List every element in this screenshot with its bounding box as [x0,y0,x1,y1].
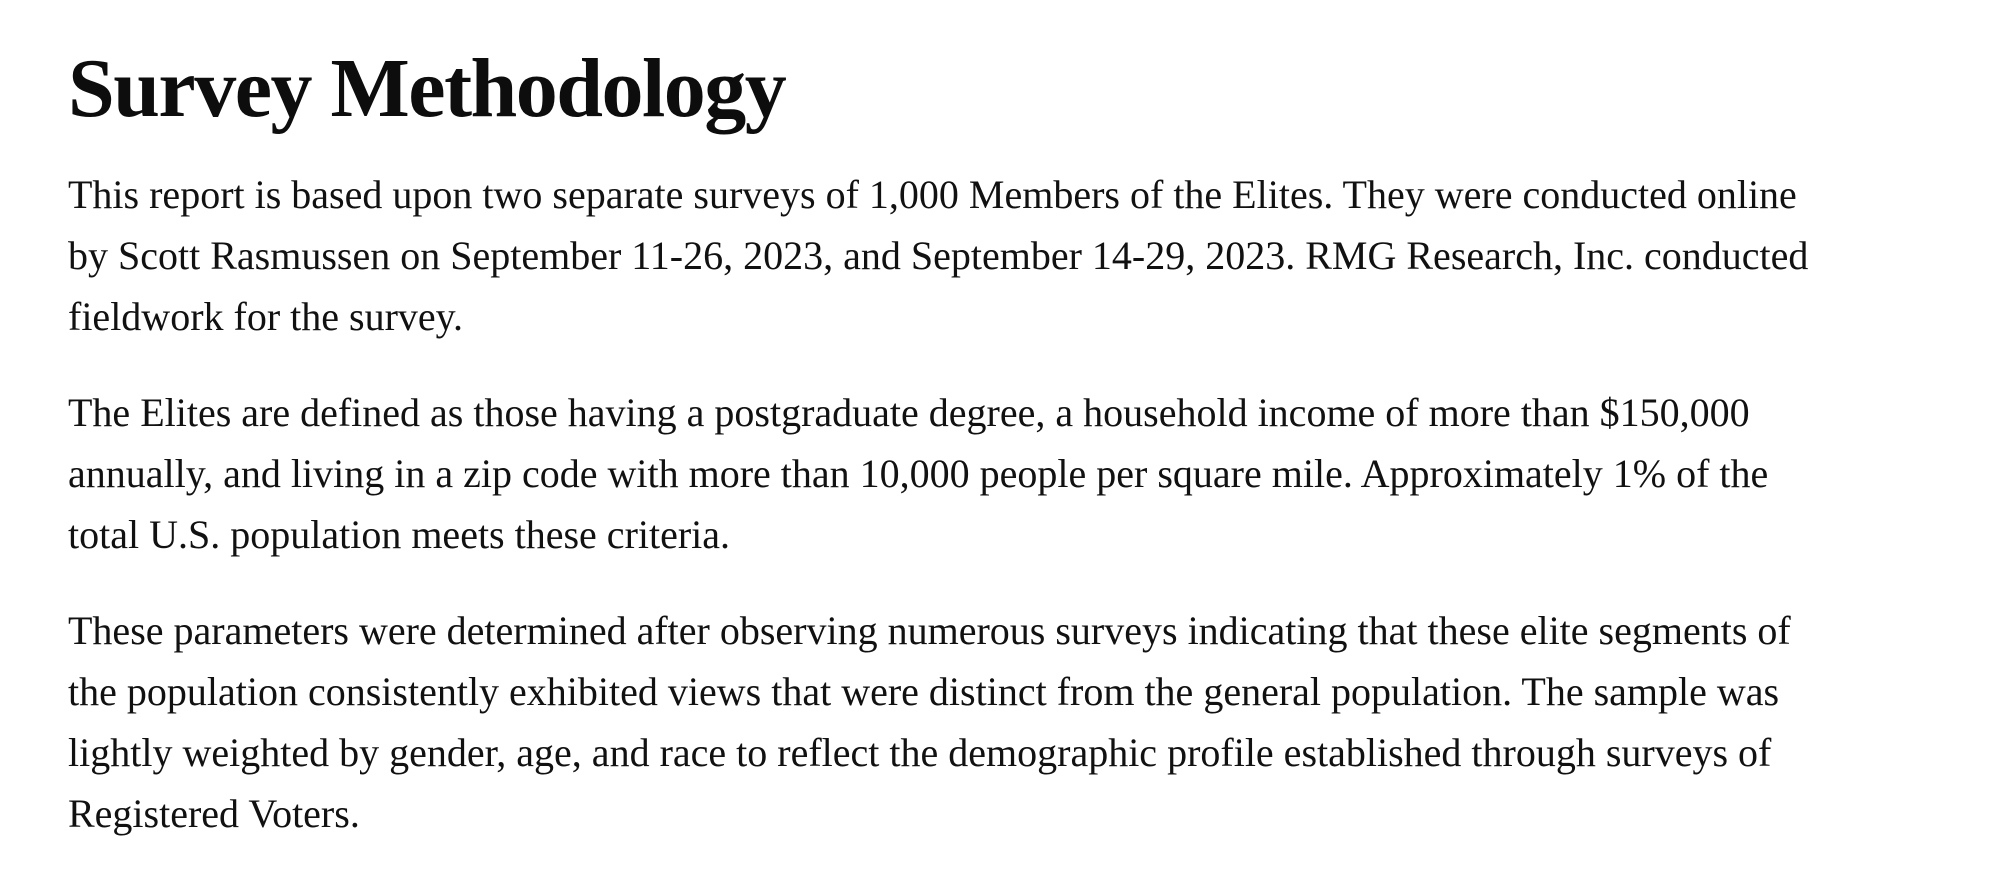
paragraph-survey-overview [68,164,1968,347]
paragraph-line: The Elites are defined as those having a postgraduate degree, a household income of more than $150,000 [68,390,1750,435]
paragraph-line: the population consistently exhibited views that were distinct from the general population. The sample was [68,669,1780,714]
document-page [68,34,1968,844]
paragraph-line: Registered Voters. [68,791,360,836]
paragraph-elites-definition [68,382,1968,565]
paragraph-line: This report is based upon two separate surveys of 1,000 Members of the Elites. They were conducted online [68,172,1797,217]
paragraph-parameters-weighting [68,600,1968,844]
paragraph-line: annually, and living in a zip code with more than 10,000 people per square mile. Approximately 1% of the [68,451,1769,496]
page-title: Survey Methodology [68,42,786,135]
paragraph-line: lightly weighted by gender, age, and race to reflect the demographic profile established through surveys of [68,730,1772,775]
paragraph-line: fieldwork for the survey. [68,294,464,339]
paragraph-line: by Scott Rasmussen on September 11-26, 2023, and September 14-29, 2023. RMG Research, Inc. conducted [68,233,1809,278]
paragraph-line: These parameters were determined after observing numerous surveys indicating that these elite segments of [68,608,1791,653]
paragraph-line: total U.S. population meets these criteria. [68,512,731,557]
